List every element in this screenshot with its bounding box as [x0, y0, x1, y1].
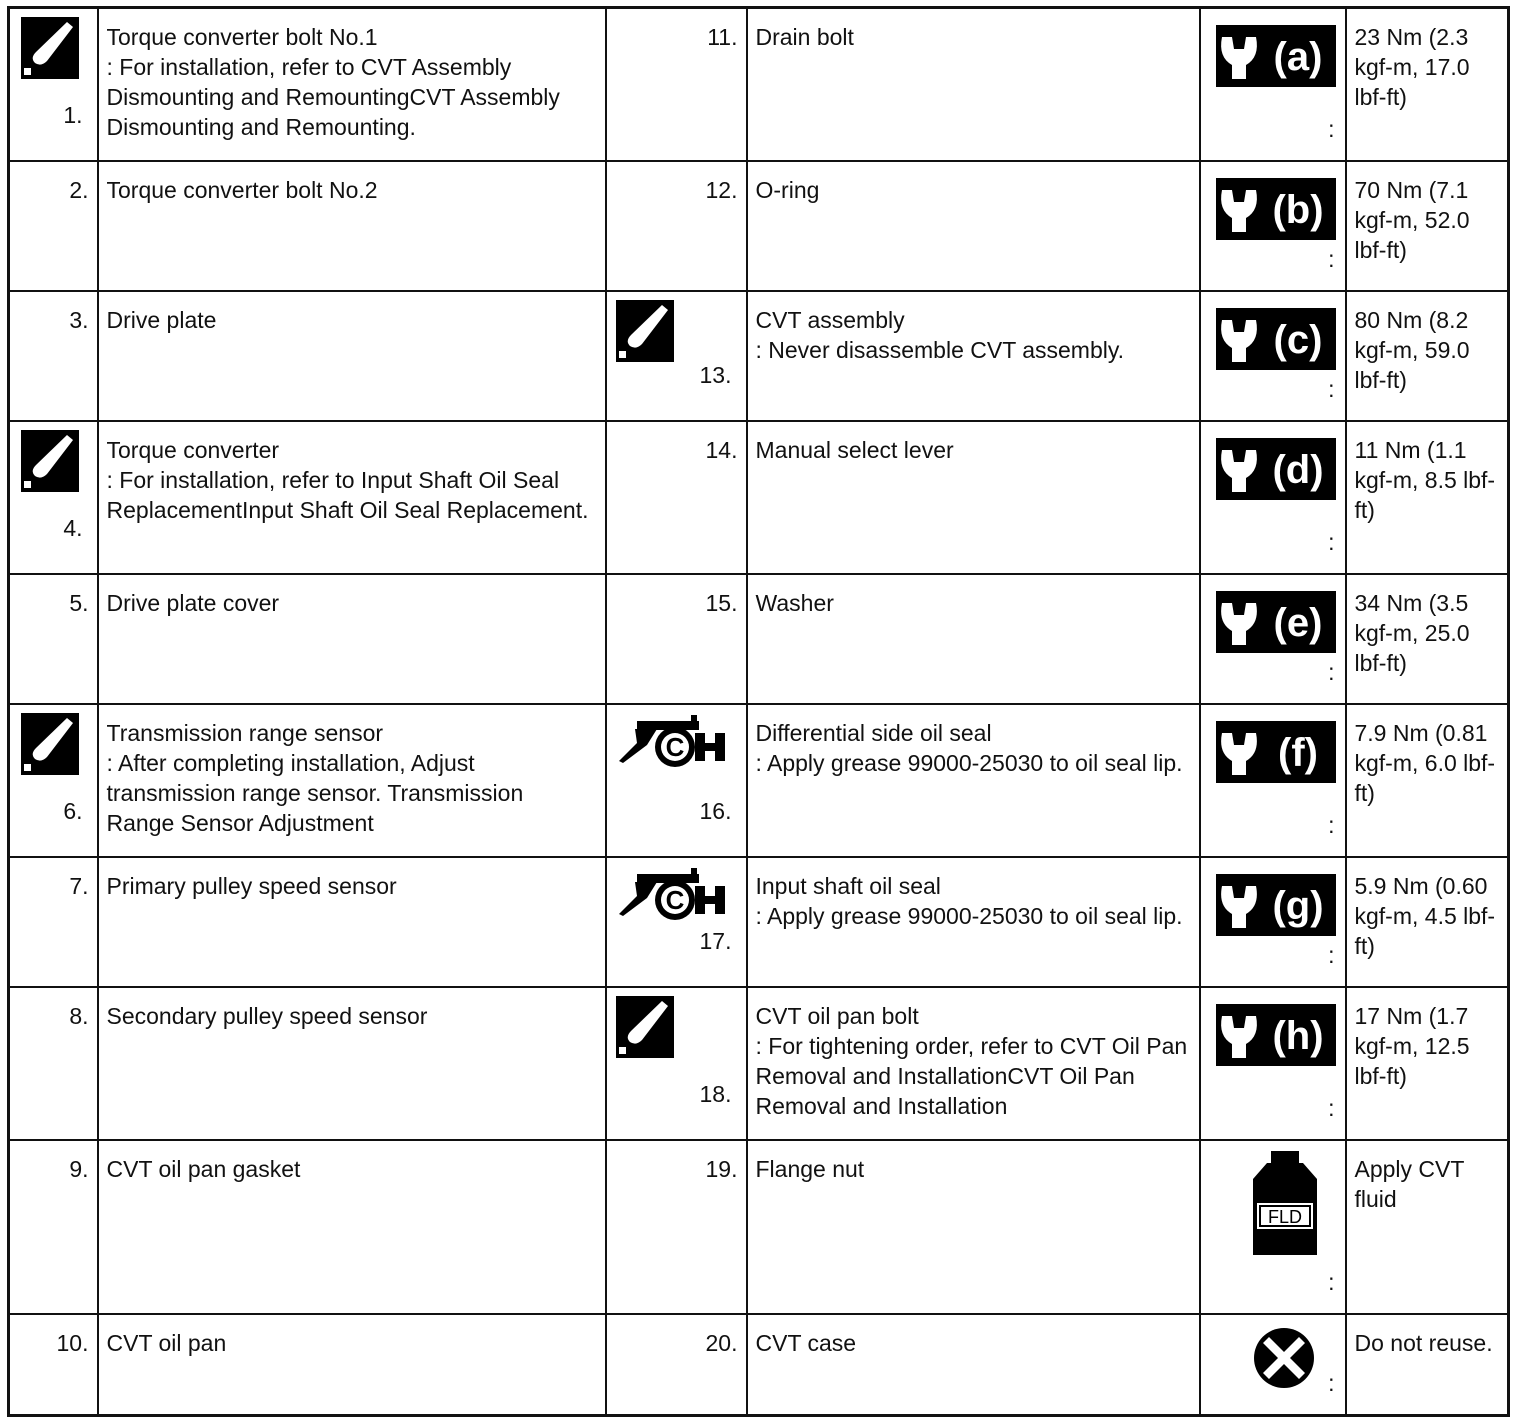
- right-item-number-cell: [606, 704, 747, 857]
- do-not-reuse-icon: [1253, 1327, 1315, 1389]
- left-item-number-cell: [9, 1140, 98, 1314]
- right-item-description: [747, 1314, 1200, 1416]
- symbol-cell: [1200, 161, 1346, 291]
- tightening-torque-icon: [1216, 721, 1336, 783]
- right-item-description: [747, 8, 1200, 162]
- left-item-title: Torque converter bolt No.1: [106, 24, 378, 50]
- svg-text:(g): (g): [1271, 884, 1324, 928]
- left-item-number-cell: [9, 574, 98, 704]
- symbol-colon: :: [1328, 116, 1335, 142]
- legend-row: [9, 1314, 1509, 1416]
- symbol-colon: :: [1328, 1370, 1335, 1396]
- legend-row: [9, 987, 1509, 1140]
- symbol-colon: :: [1328, 812, 1335, 838]
- legend-row: [9, 291, 1509, 421]
- right-item-title: Input shaft oil seal: [755, 873, 941, 899]
- right-item-number-cell: [606, 857, 747, 987]
- right-item-description: [747, 574, 1200, 704]
- right-item-number: 11.: [707, 24, 738, 50]
- left-item-number: 4.: [63, 515, 83, 541]
- right-item-title: Manual select lever: [755, 437, 954, 463]
- right-item-number-cell: [606, 1140, 747, 1314]
- left-item-description: [98, 1140, 606, 1314]
- right-item-note: : Apply grease 99000-25030 to oil seal lip.: [755, 903, 1183, 929]
- right-item-description: [747, 421, 1200, 574]
- symbol-value: [1346, 421, 1509, 574]
- symbol-value-text: 11 Nm (1.1 kgf-m, 8.5 lbf-ft): [1354, 437, 1496, 523]
- tightening-torque-icon: [1216, 438, 1336, 500]
- left-item-description: [98, 1314, 606, 1416]
- left-item-description: [98, 704, 606, 857]
- right-item-title: O-ring: [755, 177, 820, 203]
- left-item-number: 1.: [63, 102, 83, 128]
- symbol-value: [1346, 704, 1509, 857]
- left-item-number-cell: [9, 421, 98, 574]
- symbol-cell: [1200, 421, 1346, 574]
- right-item-number-cell: [606, 987, 747, 1140]
- legend-row: [9, 8, 1509, 162]
- legend-row: [9, 421, 1509, 574]
- svg-text:(b): (b): [1271, 188, 1324, 232]
- svg-text:C: C: [665, 732, 684, 762]
- left-item-description: [98, 987, 606, 1140]
- tightening-torque-icon: [1216, 308, 1336, 370]
- left-item-title: Transmission range sensor: [106, 720, 384, 746]
- left-item-title: Torque converter bolt No.2: [106, 177, 378, 203]
- symbol-value: [1346, 857, 1509, 987]
- svg-text:(c): (c): [1273, 318, 1322, 362]
- symbol-cell: [1200, 291, 1346, 421]
- left-item-note: : For installation, refer to Input Shaft Oil Seal ReplacementInput Shaft Oil Seal Replacement.: [106, 467, 589, 523]
- svg-text:(a): (a): [1273, 35, 1322, 79]
- symbol-colon: :: [1328, 1269, 1335, 1295]
- symbol-value-text: 23 Nm (2.3 kgf-m, 17.0 lbf-ft): [1354, 24, 1470, 110]
- symbol-value-text: 7.9 Nm (0.81 kgf-m, 6.0 lbf-ft): [1354, 720, 1496, 806]
- left-item-number: 10.: [56, 1330, 89, 1356]
- precaution-icon: [21, 430, 79, 492]
- right-item-number-cell: [606, 574, 747, 704]
- left-item-description: [98, 8, 606, 162]
- left-item-title: Drive plate: [106, 307, 217, 333]
- right-item-title: CVT oil pan bolt: [755, 1003, 919, 1029]
- precaution-icon: [616, 996, 674, 1058]
- left-item-number-cell: [9, 161, 98, 291]
- left-item-number: 6.: [63, 798, 83, 824]
- right-item-note: : Apply grease 99000-25030 to oil seal lip.: [755, 750, 1183, 776]
- symbol-value: [1346, 8, 1509, 162]
- left-item-title: CVT oil pan: [106, 1330, 227, 1356]
- grease-icon: [617, 711, 729, 771]
- tightening-torque-icon: [1216, 874, 1336, 936]
- left-item-number-cell: [9, 1314, 98, 1416]
- symbol-colon: :: [1328, 942, 1335, 968]
- svg-text:(e): (e): [1273, 601, 1322, 645]
- left-item-note: : For installation, refer to CVT Assembly Dismounting and RemountingCVT Assembly Dismounting and Remounting.: [106, 54, 560, 140]
- symbol-colon: :: [1328, 376, 1335, 402]
- right-item-number: 12.: [705, 177, 738, 203]
- left-item-title: Torque converter: [106, 437, 280, 463]
- symbol-colon: :: [1328, 529, 1335, 555]
- tightening-torque-icon: [1216, 25, 1336, 87]
- right-item-title: Differential side oil seal: [755, 720, 992, 746]
- legend-row: [9, 704, 1509, 857]
- right-item-number-cell: [606, 421, 747, 574]
- symbol-cell: [1200, 987, 1346, 1140]
- left-item-description: [98, 291, 606, 421]
- svg-text:(d): (d): [1271, 448, 1324, 492]
- grease-icon: [617, 864, 729, 924]
- right-item-number: 17.: [699, 928, 732, 954]
- right-item-number: 13.: [699, 362, 732, 388]
- symbol-value: [1346, 161, 1509, 291]
- left-item-number-cell: [9, 987, 98, 1140]
- left-item-title: Secondary pulley speed sensor: [106, 1003, 428, 1029]
- symbol-cell: [1200, 704, 1346, 857]
- right-item-number-cell: [606, 8, 747, 162]
- tightening-torque-icon: [1216, 1004, 1336, 1066]
- legend-row: [9, 574, 1509, 704]
- tightening-torque-icon: [1216, 591, 1336, 653]
- fluid-bottle-icon: [1251, 1151, 1319, 1255]
- right-item-number: 18.: [699, 1081, 732, 1107]
- symbol-value: [1346, 1140, 1509, 1314]
- right-item-note: : Never disassemble CVT assembly.: [755, 337, 1125, 363]
- precaution-icon: [616, 300, 674, 362]
- legend-row: [9, 161, 1509, 291]
- symbol-value-text: 70 Nm (7.1 kgf-m, 52.0 lbf-ft): [1354, 177, 1470, 263]
- left-item-number-cell: [9, 704, 98, 857]
- right-item-number-cell: [606, 1314, 747, 1416]
- symbol-value: [1346, 574, 1509, 704]
- left-item-number: 5.: [69, 590, 89, 616]
- right-item-note: : For tightening order, refer to CVT Oil Pan Removal and InstallationCVT Oil Pan Removal and Installation: [755, 1033, 1188, 1119]
- legend-row: [9, 857, 1509, 987]
- svg-text:C: C: [665, 885, 684, 915]
- right-item-title: CVT case: [755, 1330, 857, 1356]
- right-item-title: CVT assembly: [755, 307, 905, 333]
- right-item-number-cell: [606, 161, 747, 291]
- right-item-description: [747, 291, 1200, 421]
- symbol-cell: [1200, 857, 1346, 987]
- symbol-cell: [1200, 1314, 1346, 1416]
- right-item-description: [747, 161, 1200, 291]
- right-item-description: [747, 704, 1200, 857]
- left-item-number-cell: [9, 857, 98, 987]
- symbol-value: [1346, 1314, 1509, 1416]
- symbol-colon: :: [1328, 246, 1335, 272]
- right-item-title: Washer: [755, 590, 834, 616]
- left-item-number-cell: [9, 291, 98, 421]
- left-item-title: Primary pulley speed sensor: [106, 873, 397, 899]
- left-item-title: CVT oil pan gasket: [106, 1156, 301, 1182]
- left-item-number: 7.: [69, 873, 89, 899]
- symbol-colon: :: [1328, 1095, 1335, 1121]
- left-item-description: [98, 161, 606, 291]
- symbol-value-text: Apply CVT fluid: [1354, 1156, 1465, 1212]
- left-item-title: Drive plate cover: [106, 590, 280, 616]
- right-item-number: 20.: [705, 1330, 738, 1356]
- svg-text:(h): (h): [1271, 1014, 1324, 1058]
- symbol-cell: [1200, 8, 1346, 162]
- symbol-value-text: 5.9 Nm (0.60 kgf-m, 4.5 lbf-ft): [1354, 873, 1496, 959]
- left-item-number: 9.: [69, 1156, 89, 1182]
- right-item-number: 16.: [699, 798, 732, 824]
- symbol-value-text: Do not reuse.: [1354, 1330, 1493, 1356]
- right-item-number: 19.: [705, 1156, 738, 1182]
- legend-row: [9, 1140, 1509, 1314]
- right-item-number-cell: [606, 291, 747, 421]
- precaution-icon: [21, 17, 79, 79]
- right-item-description: [747, 1140, 1200, 1314]
- left-item-note: : After completing installation, Adjust transmission range sensor. Transmission Range Sensor Adjustment: [106, 750, 524, 836]
- right-item-description: [747, 857, 1200, 987]
- left-item-number: 2.: [69, 177, 89, 203]
- symbol-colon: :: [1328, 659, 1335, 685]
- symbol-value-text: 17 Nm (1.7 kgf-m, 12.5 lbf-ft): [1354, 1003, 1470, 1089]
- left-item-number-cell: [9, 8, 98, 162]
- symbol-cell: [1200, 1140, 1346, 1314]
- symbol-value-text: 80 Nm (8.2 kgf-m, 59.0 lbf-ft): [1354, 307, 1470, 393]
- precaution-icon: [21, 713, 79, 775]
- svg-text:FLD: FLD: [1267, 1207, 1302, 1227]
- tightening-torque-icon: [1216, 178, 1336, 240]
- right-item-title: Drain bolt: [755, 24, 854, 50]
- symbol-cell: [1200, 574, 1346, 704]
- left-item-number: 8.: [69, 1003, 89, 1029]
- right-item-number: 14.: [705, 437, 738, 463]
- left-item-number: 3.: [69, 307, 89, 333]
- symbol-value: [1346, 291, 1509, 421]
- right-item-description: [747, 987, 1200, 1140]
- left-item-description: [98, 857, 606, 987]
- right-item-number: 15.: [705, 590, 738, 616]
- left-item-description: [98, 574, 606, 704]
- left-item-description: [98, 421, 606, 574]
- parts-legend-table: [7, 6, 1510, 1417]
- symbol-value: [1346, 987, 1509, 1140]
- symbol-value-text: 34 Nm (3.5 kgf-m, 25.0 lbf-ft): [1354, 590, 1470, 676]
- svg-text:(f): (f): [1277, 731, 1318, 775]
- right-item-title: Flange nut: [755, 1156, 865, 1182]
